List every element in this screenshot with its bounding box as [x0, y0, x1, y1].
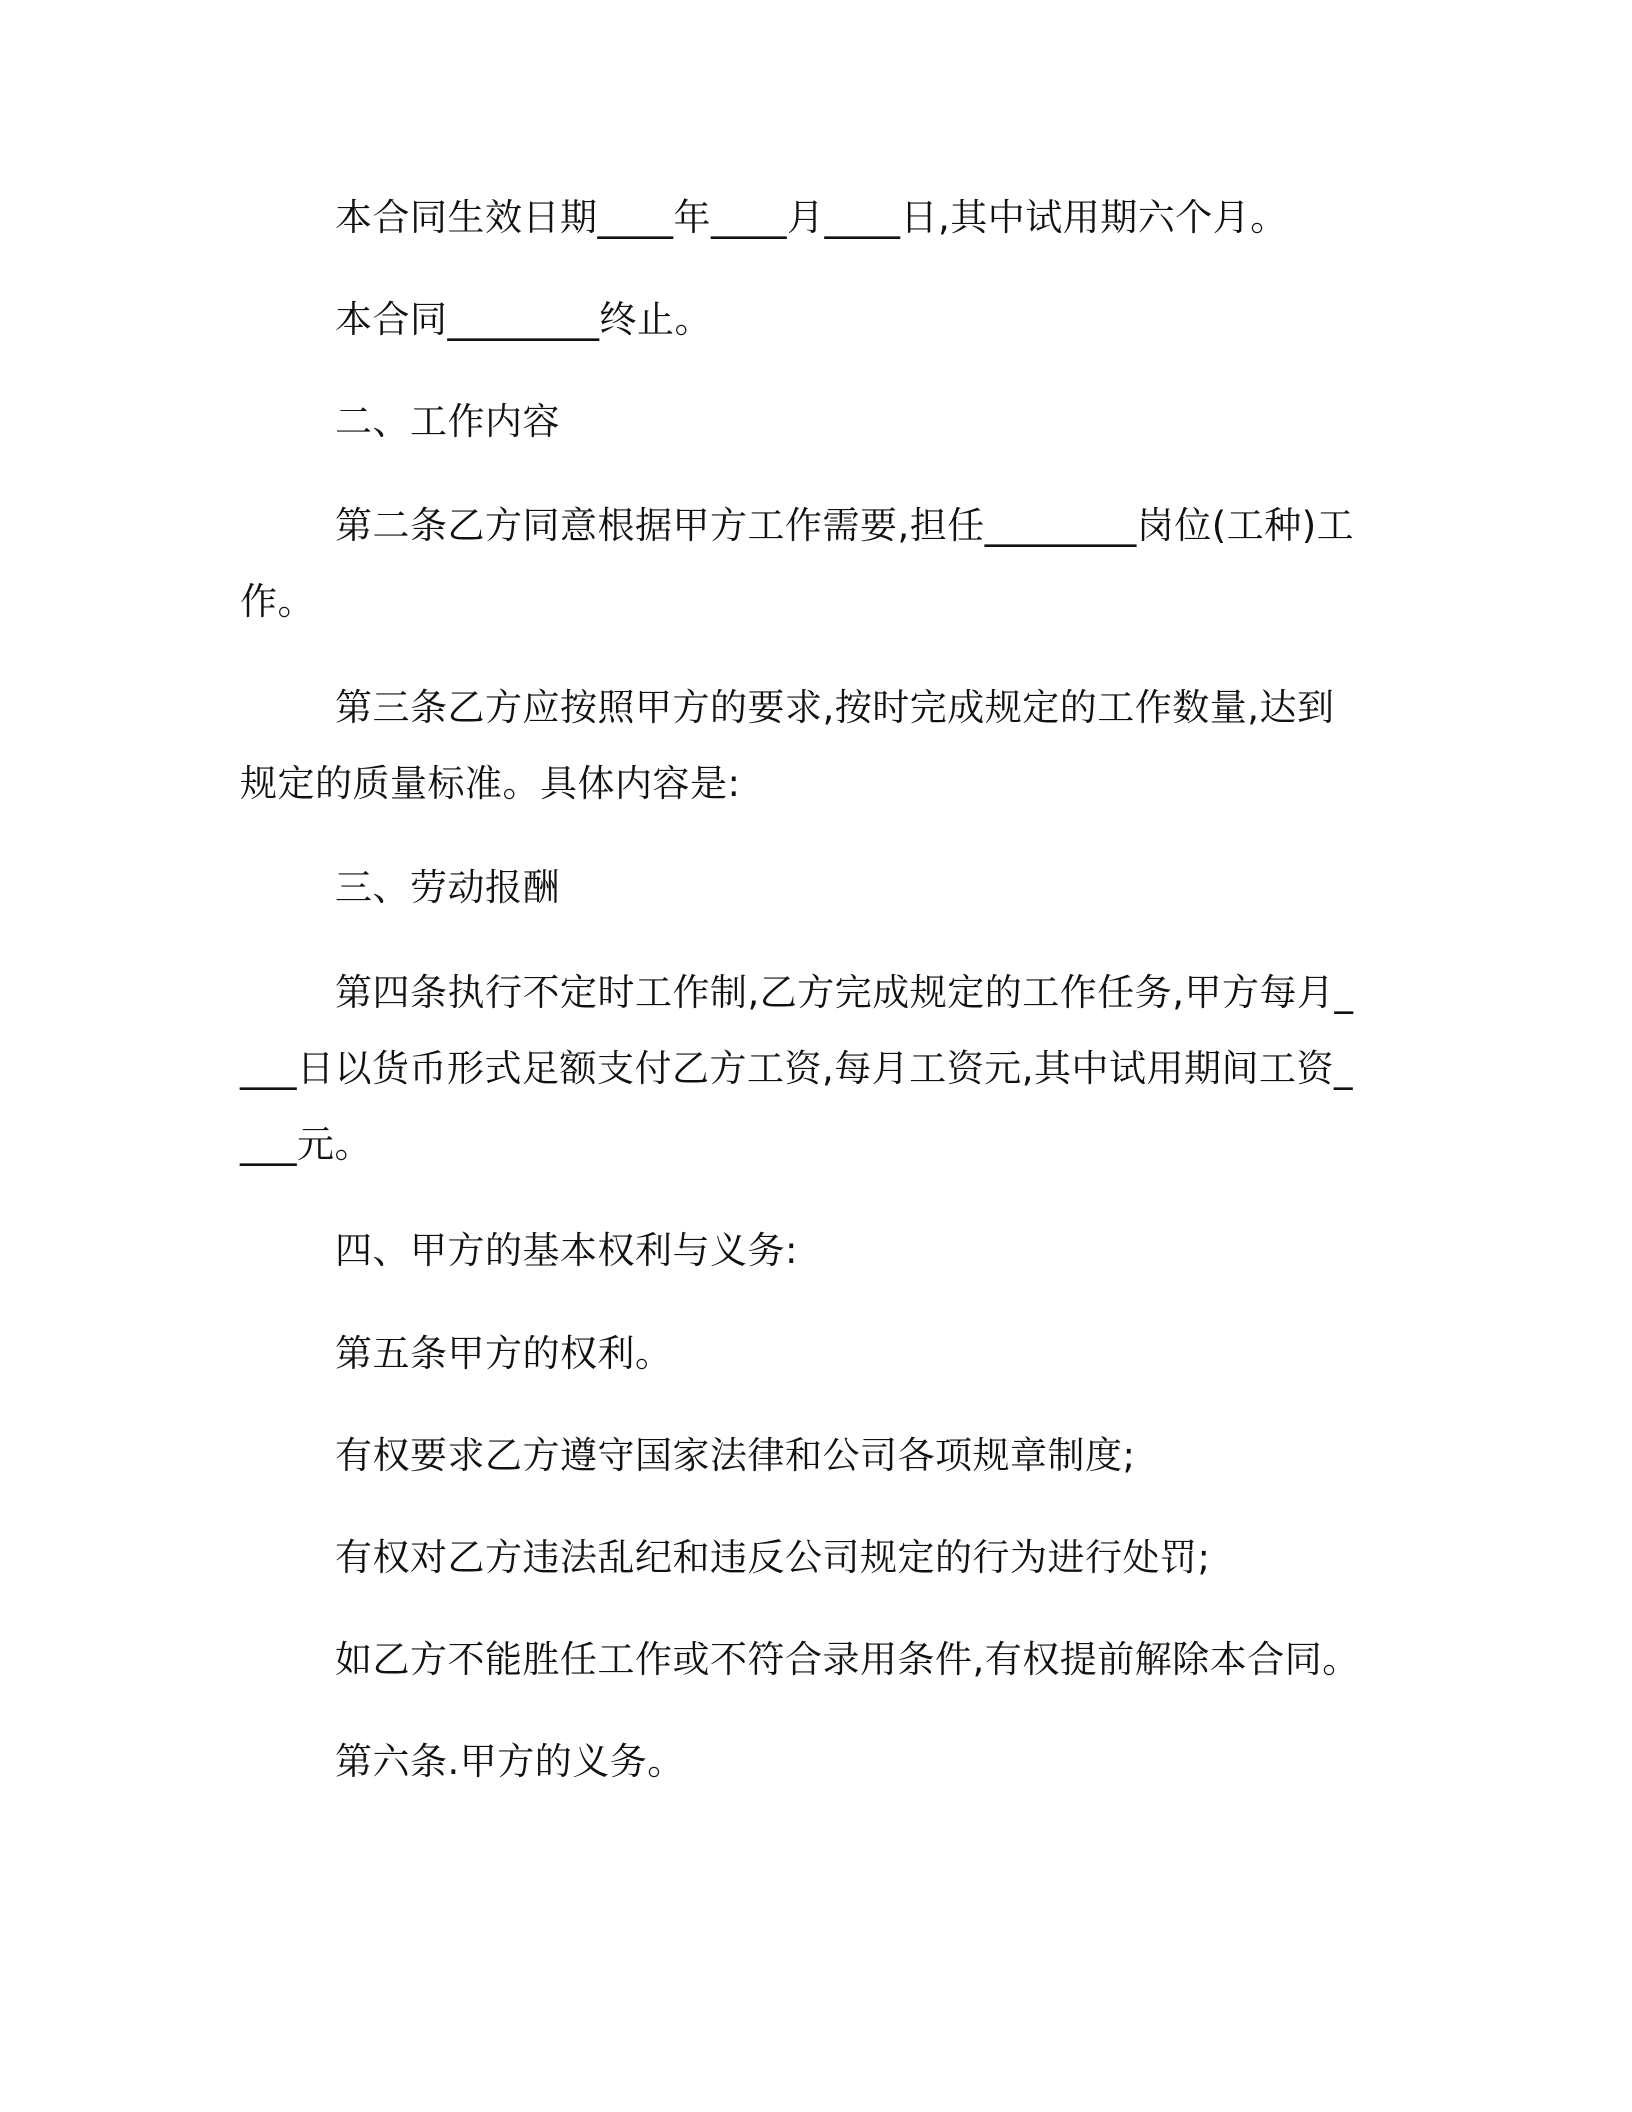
- heading-party-a-rights-obligations: 四、甲方的基本权利与义务:: [335, 1229, 798, 1272]
- article-six: 第六条.甲方的义务。: [335, 1740, 685, 1783]
- heading-work-content: 二、工作内容: [335, 400, 560, 443]
- article-five: 第五条甲方的权利。: [335, 1332, 673, 1375]
- paragraph-effective-date: 本合同生效日期____年____月____日,其中试用期六个月。: [335, 196, 1288, 239]
- right-item-1: 有权要求乙方遵守国家法律和公司各项规章制度;: [335, 1434, 1136, 1477]
- article-four: 第四条执行不定时工作制,乙方完成规定的工作任务,甲方每月____日以货币形式足额支付乙方工资,每月工资元,其中试用期间工资____元。: [240, 971, 1354, 1166]
- heading-labor-remuneration: 三、劳动报酬: [335, 866, 560, 909]
- article-two: 第二条乙方同意根据甲方工作需要,担任________岗位(工种)工作。: [240, 504, 1355, 623]
- article-three: 第三条乙方应按照甲方的要求,按时完成规定的工作数量,达到规定的质量标准。具体内容是:: [240, 686, 1335, 805]
- right-item-2: 有权对乙方违法乱纪和违反公司规定的行为进行处罚;: [335, 1536, 1211, 1579]
- paragraph-termination: 本合同________终止。: [335, 298, 712, 341]
- right-item-3: 如乙方不能胜任工作或不符合录用条件,有权提前解除本合同。: [335, 1638, 1360, 1681]
